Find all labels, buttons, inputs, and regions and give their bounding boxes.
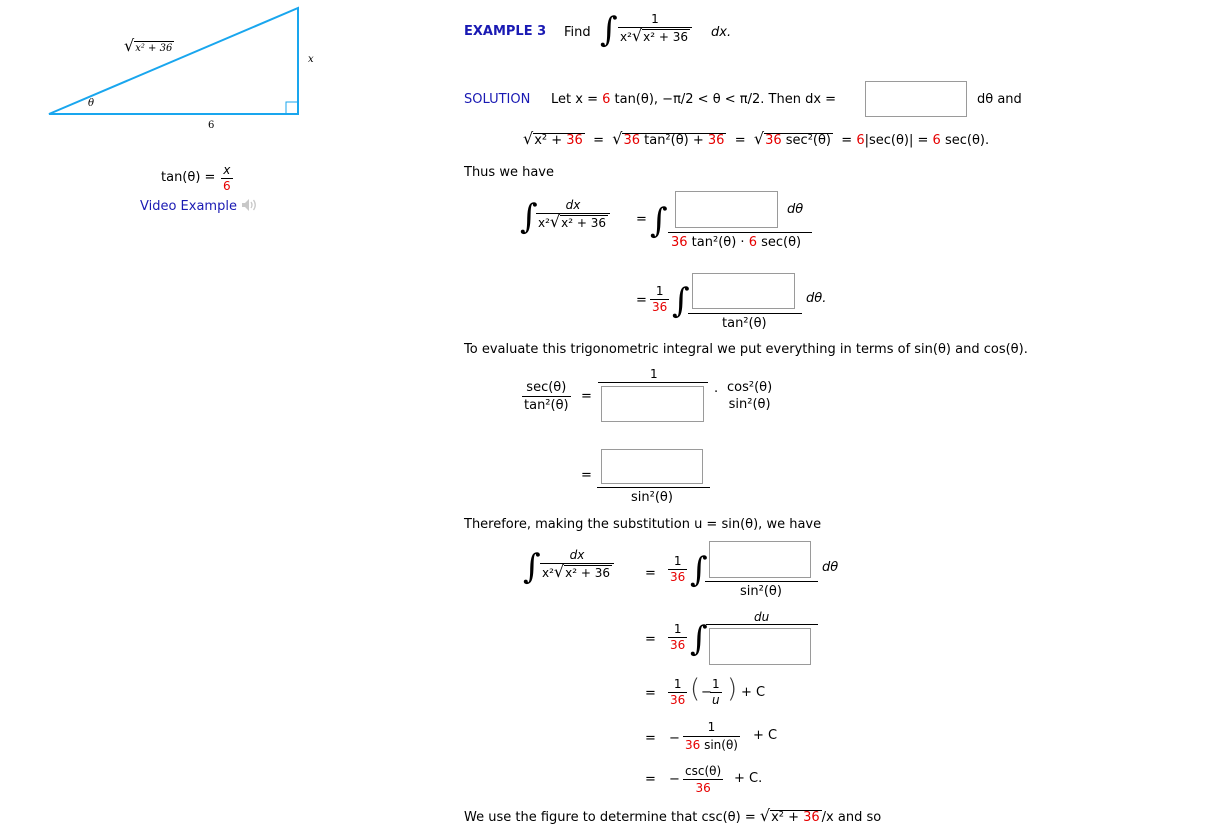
example-num: 1 <box>651 12 659 26</box>
step5-coef: $\frac{1}{36}$ <box>670 677 686 707</box>
solution-let-line <box>551 92 836 107</box>
answer-box-3[interactable] <box>692 273 795 309</box>
example-fraction <box>618 12 692 44</box>
step7-fraction: csc(θ) 36 <box>685 764 722 795</box>
step7-minus: − <box>669 772 680 787</box>
trig-equals: = <box>581 389 592 404</box>
let-text: Let x = <box>551 92 603 107</box>
final-text: We use the figure to determine that csc(θ) = <box>464 810 756 825</box>
step7-equals: = <box>645 772 656 787</box>
trig-num-one: 1 <box>650 367 658 381</box>
int4-coef: $\frac{1}{36}$ <box>670 622 686 652</box>
step6-equals: = <box>645 731 656 746</box>
int3-lhs-fraction: $\frac{dx}{\text{x²√x² + 36}}$ <box>540 548 614 580</box>
step5-inner: $\frac{1}{u}$ <box>712 677 720 707</box>
int4-fraction-bar <box>706 624 818 625</box>
trig2-denominator: sin²(θ) <box>631 490 673 505</box>
trig-lhs-fraction: sec(θ) tan²(θ) <box>524 380 569 413</box>
int1-fraction-bar <box>668 232 812 233</box>
answer-box-2[interactable] <box>675 191 778 228</box>
int2-denominator: tan²(θ) <box>722 316 767 331</box>
example-den-x: x² <box>620 30 632 44</box>
step5-equals: = <box>645 686 656 701</box>
step5-left-paren: ( <box>690 674 701 704</box>
speaker-icon <box>241 198 259 212</box>
video-example-link[interactable] <box>140 198 259 214</box>
integral-sign: ∫ <box>690 550 708 590</box>
integral-sign: ∫ <box>600 10 618 50</box>
int3-equals: = <box>645 566 656 581</box>
int3-fraction-bar <box>705 581 818 582</box>
trig-equals-2: = <box>581 468 592 483</box>
int2-equals: = <box>636 293 647 308</box>
int1-dtheta: dθ <box>787 202 804 217</box>
example-den-rad: x² + 36 <box>643 30 688 44</box>
answer-box-6[interactable] <box>709 541 811 578</box>
int3-denominator: sin²(θ) <box>740 584 782 599</box>
int2-fraction-bar <box>688 313 802 314</box>
tan-den: 6 <box>223 179 231 193</box>
trig2-fraction-bar <box>597 487 710 488</box>
int1-equals: = <box>636 212 647 227</box>
step5-right-paren: ) <box>727 674 738 704</box>
tan-relation <box>161 170 215 185</box>
let-tail: tan(θ), −π/2 < θ < π/2. Then dx = <box>610 92 837 107</box>
answer-box-7[interactable] <box>709 628 811 665</box>
answer-box-5[interactable] <box>601 449 703 484</box>
int4-equals: = <box>645 632 656 647</box>
dtheta-and-text: dθ and <box>977 92 1022 107</box>
right-triangle-figure <box>40 0 310 130</box>
hypotenuse-label-text: x² + 36 <box>135 43 173 54</box>
therefore-text: Therefore, making the substitution u = sin(θ), we have <box>464 517 822 532</box>
trig-fraction-bar <box>598 382 708 383</box>
int3-coef: $\frac{1}{36}$ <box>670 554 686 584</box>
evaluate-text: To evaluate this trigonometric integral we put everything in terms of sin(θ) and cos(θ). <box>464 342 1028 357</box>
integral-sign: ∫ <box>650 201 668 241</box>
step6-plus-c: + C <box>753 728 778 743</box>
step6-minus: − <box>669 731 680 746</box>
angle-label: θ <box>88 98 95 109</box>
int3-dtheta: dθ <box>822 560 839 575</box>
answer-box-1[interactable] <box>865 81 967 117</box>
find-text: Find <box>564 25 591 40</box>
step5-minus: − <box>701 685 712 700</box>
int4-du: du <box>754 610 770 624</box>
example-dx: dx. <box>711 25 732 40</box>
final-line: We use the figure to determine that csc(θ) = √x² + 36 /x and so <box>464 806 882 825</box>
adjacent-label: 6 <box>208 120 215 131</box>
integral-sign: ∫ <box>672 281 690 321</box>
integral-sign: ∫ <box>690 619 708 659</box>
step7-plus-c: + C. <box>734 771 763 786</box>
trig-dot: · <box>714 385 719 400</box>
sqrt-chain-line: √x² + 36 = √36 tan²(θ) + 36 = √36 sec²(θ) = 6|sec(θ)| = 6 sec(θ). <box>523 129 990 148</box>
int2-coef: $\frac{1}{36}$ <box>652 284 668 314</box>
step6-fraction: $\frac{1}{36 \sin(\theta)}$ <box>685 720 738 752</box>
thus-text: Thus we have <box>464 165 554 180</box>
triangle-shape <box>49 8 298 114</box>
tan-num: x <box>223 163 231 177</box>
video-example-label: Video Example <box>140 199 237 214</box>
int1-denominator: 36 tan²(θ) · 6 sec(θ) <box>671 235 802 250</box>
right-angle-marker <box>286 102 298 114</box>
tan-relation-lhs: tan(θ) = <box>161 170 216 185</box>
opposite-label: x <box>308 54 314 65</box>
int2-dtheta: dθ. <box>806 291 827 306</box>
step5-plus-c: + C <box>741 685 766 700</box>
trig-rhs-fraction: cos²(θ) sin²(θ) <box>727 380 773 412</box>
example-den: x²√x² + 36 <box>618 27 692 44</box>
tan-relation-fraction <box>221 164 233 193</box>
let-six: 6 <box>602 92 611 107</box>
integral-sign: ∫ <box>523 547 541 587</box>
integral-sign: ∫ <box>520 197 538 237</box>
example-label: EXAMPLE 3 <box>464 24 547 39</box>
solution-label: SOLUTION <box>464 92 531 107</box>
int1-lhs-fraction: $\frac{dx}{\text{x²√x² + 36}}$ <box>536 198 610 230</box>
answer-box-4[interactable] <box>601 386 704 422</box>
hypotenuse-label: √x² + 36 <box>124 36 173 55</box>
